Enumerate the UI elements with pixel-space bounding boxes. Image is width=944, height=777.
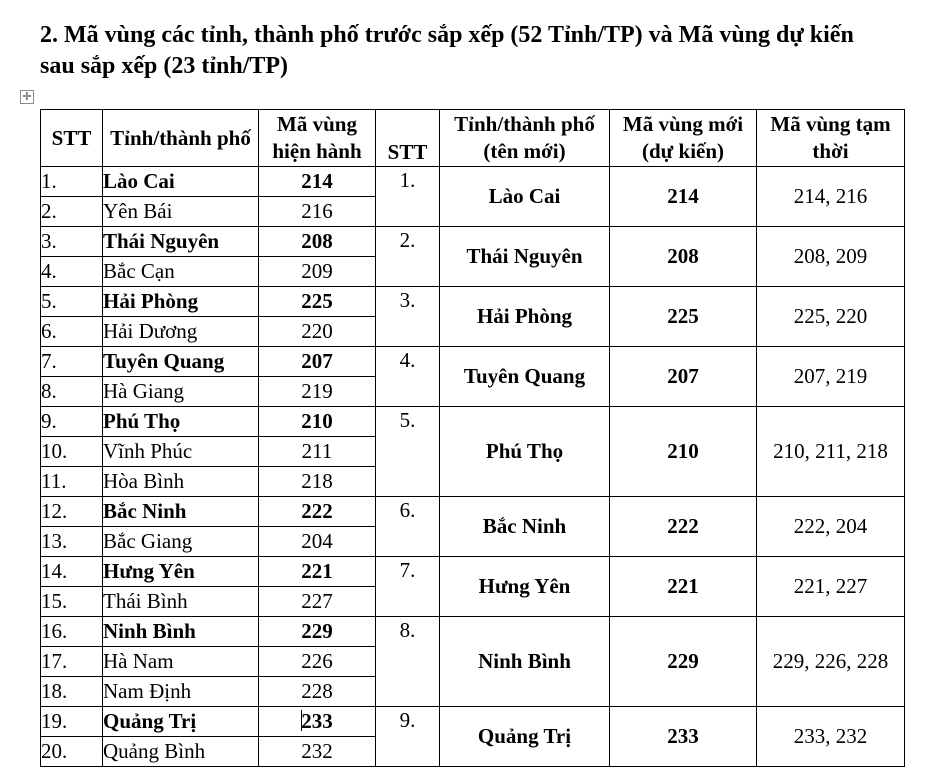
table-row [41,617,905,647]
group-new-province-name: Hải Phòng [440,287,610,347]
group-temp-codes: 233, 232 [757,707,905,767]
row-province-name: Quảng Bình [103,737,259,767]
table-body [41,167,905,767]
row-current-code: 207 [259,347,376,377]
header-new-code: Mã vùng mới (dự kiến) [610,110,757,167]
header-province: Tỉnh/thành phố [103,110,259,167]
header-stt-new: STT [376,110,440,167]
row-province-name: Nam Định [103,677,259,707]
row-stt: 2. [41,197,103,227]
group-new-province-name: Tuyên Quang [440,347,610,407]
table-row [41,407,905,437]
row-province-name: Bắc Ninh [103,497,259,527]
row-current-code: 218 [259,467,376,497]
table-row [41,347,905,377]
row-stt: 16. [41,617,103,647]
group-temp-codes: 207, 219 [757,347,905,407]
row-stt: 14. [41,557,103,587]
header-temp-code: Mã vùng tạm thời [757,110,905,167]
group-new-code: 225 [610,287,757,347]
row-province-name: Bắc Cạn [103,257,259,287]
row-stt: 10. [41,437,103,467]
group-new-code: 222 [610,497,757,557]
row-current-code: 222 [259,497,376,527]
group-temp-codes: 214, 216 [757,167,905,227]
row-province-name: Yên Bái [103,197,259,227]
group-stt: 6. [376,497,440,557]
row-current-code: 220 [259,317,376,347]
group-new-code: 207 [610,347,757,407]
row-stt: 15. [41,587,103,617]
row-province-name: Thái Nguyên [103,227,259,257]
row-province-name: Lào Cai [103,167,259,197]
table-move-handle-icon[interactable]: ✛ [20,90,34,104]
row-current-code: 214 [259,167,376,197]
group-temp-codes: 210, 211, 218 [757,407,905,497]
row-province-name: Thái Bình [103,587,259,617]
group-temp-codes: 225, 220 [757,287,905,347]
row-stt: 17. [41,647,103,677]
group-temp-codes: 221, 227 [757,557,905,617]
table-row [41,557,905,587]
group-stt: 8. [376,617,440,707]
header-current-code: Mã vùng hiện hành [259,110,376,167]
row-stt: 18. [41,677,103,707]
row-current-code: 210 [259,407,376,437]
header-stt: STT [41,110,103,167]
group-stt: 9. [376,707,440,767]
row-current-code: 208 [259,227,376,257]
row-current-code: 216 [259,197,376,227]
group-temp-codes: 222, 204 [757,497,905,557]
group-new-code: 229 [610,617,757,707]
row-stt: 1. [41,167,103,197]
row-stt: 5. [41,287,103,317]
group-new-code: 233 [610,707,757,767]
group-new-province-name: Quảng Trị [440,707,610,767]
row-stt: 8. [41,377,103,407]
table-row [41,227,905,257]
area-code-table [40,109,905,767]
row-stt: 19. [41,707,103,737]
row-stt: 4. [41,257,103,287]
row-stt: 11. [41,467,103,497]
row-province-name: Hà Giang [103,377,259,407]
group-temp-codes: 208, 209 [757,227,905,287]
row-province-name: Phú Thọ [103,407,259,437]
group-new-province-name: Bắc Ninh [440,497,610,557]
row-current-code: 209 [259,257,376,287]
group-new-province-name: Hưng Yên [440,557,610,617]
row-current-code: 221 [259,557,376,587]
row-current-code: 227 [259,587,376,617]
row-current-code: 219 [259,377,376,407]
row-stt: 6. [41,317,103,347]
group-new-code: 221 [610,557,757,617]
group-stt: 3. [376,287,440,347]
row-province-name: Hà Nam [103,647,259,677]
table-header-row [41,110,905,167]
group-new-code: 214 [610,167,757,227]
row-current-code-value: 233 [301,709,333,733]
group-new-code: 210 [610,407,757,497]
row-current-code: 225 [259,287,376,317]
group-stt: 2. [376,227,440,287]
row-current-code [259,707,376,737]
row-province-name: Hòa Bình [103,467,259,497]
section-heading-line-2: sau sắp xếp (23 tỉnh/TP) [40,53,289,79]
row-stt: 7. [41,347,103,377]
group-new-province-name: Lào Cai [440,167,610,227]
row-current-code: 211 [259,437,376,467]
row-province-name: Bắc Giang [103,527,259,557]
row-province-name: Vĩnh Phúc [103,437,259,467]
group-new-code: 208 [610,227,757,287]
row-province-name: Ninh Bình [103,617,259,647]
row-current-code: 204 [259,527,376,557]
row-current-code: 232 [259,737,376,767]
row-current-code: 229 [259,617,376,647]
group-new-province-name: Phú Thọ [440,407,610,497]
row-current-code: 226 [259,647,376,677]
row-stt: 9. [41,407,103,437]
row-stt: 20. [41,737,103,767]
row-province-name: Quảng Trị [103,707,259,737]
table-row [41,707,905,737]
group-stt: 4. [376,347,440,407]
group-new-province-name: Ninh Bình [440,617,610,707]
row-province-name: Hải Phòng [103,287,259,317]
group-stt: 1. [376,167,440,227]
row-current-code: 228 [259,677,376,707]
row-stt: 12. [41,497,103,527]
table-row [41,497,905,527]
row-stt: 13. [41,527,103,557]
row-province-name: Tuyên Quang [103,347,259,377]
row-province-name: Hải Dương [103,317,259,347]
group-stt: 5. [376,407,440,497]
section-heading [40,20,910,82]
group-temp-codes: 229, 226, 228 [757,617,905,707]
table-row [41,287,905,317]
table-row [41,167,905,197]
section-heading-line-1: 2. Mã vùng các tỉnh, thành phố trước sắp xếp (52 Tỉnh/TP) và Mã vùng dự kiến [40,22,854,48]
header-new-province: Tỉnh/thành phố (tên mới) [440,110,610,167]
row-stt: 3. [41,227,103,257]
group-new-province-name: Thái Nguyên [440,227,610,287]
group-stt: 7. [376,557,440,617]
row-province-name: Hưng Yên [103,557,259,587]
